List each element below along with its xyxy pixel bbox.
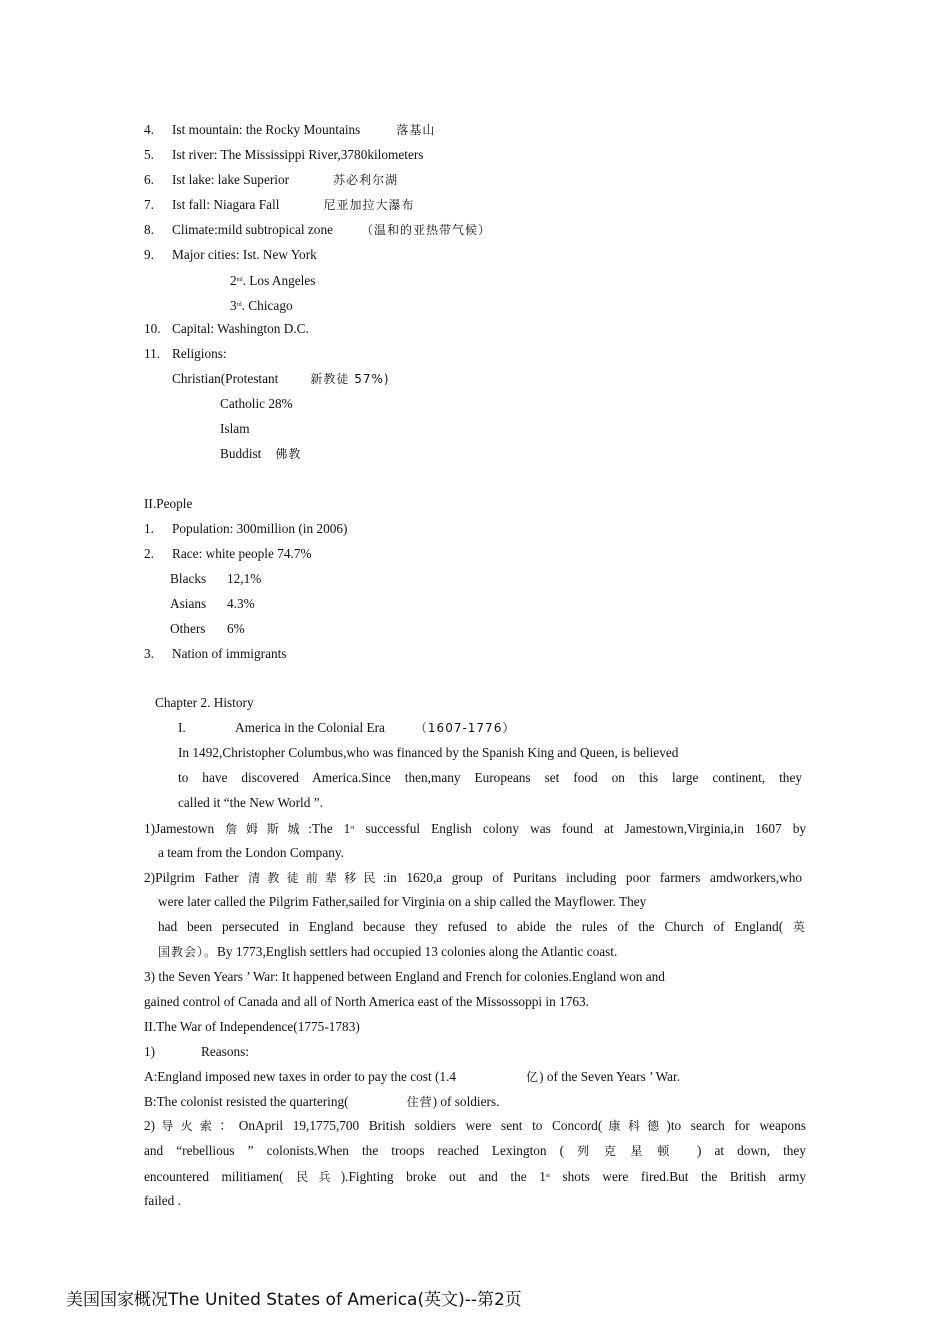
fuse-line-4: failed . bbox=[144, 1193, 181, 1208]
geo-item-7: 7. Ist fall: Niagara Fall 尼亚加拉大瀑布 bbox=[144, 197, 415, 212]
people-item-1: 1. Population: 300million (in 2006) bbox=[144, 521, 348, 536]
geo-item-8: 8. Climate:mild subtropical zone （温和的亚热带气候） bbox=[144, 222, 492, 237]
pilgrim-line-3: had been persecuted in England because they refused to abide the rules of the Church of England( 英 bbox=[158, 919, 806, 934]
geo-item-4: 4. Ist mountain: the Rocky Mountains 落基山 bbox=[144, 122, 436, 137]
city-3: 3rd. Chicago bbox=[230, 298, 293, 313]
reason-b: B:The colonist resisted the quartering( 住营) of soldiers. bbox=[144, 1094, 500, 1109]
jamestown-line-1: 1)Jamestown 詹姆斯城:The 1st successful English colony was found at Jamestown,Virginia,in 1607 by bbox=[144, 821, 806, 836]
religion-protestant: Christian(Protestant 新教徒 57%) bbox=[172, 371, 390, 386]
people-heading: II.People bbox=[144, 496, 193, 511]
seven-years-line-1: 3) the Seven Years ’ War: It happened between England and French for colonies.England won and bbox=[144, 969, 665, 984]
fuse-line-3: encountered militiamen( 民兵).Fighting broke out and the 1st shots were fired.But the British army bbox=[144, 1169, 806, 1184]
fuse-line-2: and “rebellious ” colonists.When the troops reached Lexington ( 列克星顿 ) at down, they bbox=[144, 1143, 806, 1158]
geo-item-5: 5. Ist river: The Mississippi River,3780kilometers bbox=[144, 147, 424, 162]
religion-catholic: Catholic 28% bbox=[220, 396, 293, 411]
chapter-heading: Chapter 2. History bbox=[155, 695, 254, 710]
pilgrim-line-4: 国教会）。By 1773,English settlers had occupied 13 colonies along the Atlantic coast. bbox=[158, 944, 618, 959]
colonial-era-heading: I. America in the Colonial Era （1607-1776） bbox=[178, 720, 516, 735]
pilgrim-line-2: were later called the Pilgrim Father,sailed for Virginia on a ship called the Mayflower. They bbox=[158, 894, 647, 909]
race-others: Others 6% bbox=[170, 621, 245, 636]
people-item-2: 2. Race: white people 74.7% bbox=[144, 546, 312, 561]
geo-item-11: 11. Religions: bbox=[144, 346, 227, 361]
fuse-line-1: 2)导火索：OnApril 19,1775,700 British soldiers were sent to Concord(康科德)to search for weapons bbox=[144, 1118, 806, 1133]
city-2: 2nd. Los Angeles bbox=[230, 273, 316, 288]
columbus-line-2: to have discovered America.Since then,many Europeans set food on this large continent, they bbox=[178, 770, 802, 785]
reason-a: A:England imposed new taxes in order to pay the cost (1.4 亿) of the Seven Years ’ War. bbox=[144, 1069, 681, 1084]
race-asians: Asians 4.3% bbox=[170, 596, 255, 611]
jamestown-line-2: a team from the London Company. bbox=[158, 845, 344, 860]
religion-buddist: Buddist 佛教 bbox=[220, 446, 302, 461]
race-blacks: Blacks 12,1% bbox=[170, 571, 262, 586]
independence-heading: II.The War of Independence(1775-1783) bbox=[144, 1019, 360, 1034]
columbus-line-3: called it “the New World ”. bbox=[178, 795, 323, 810]
geo-item-9: 9. Major cities: Ist. New York bbox=[144, 247, 317, 262]
reasons-heading: 1) Reasons: bbox=[144, 1044, 250, 1059]
geo-item-10: 10. Capital: Washington D.C. bbox=[144, 321, 309, 336]
people-item-3: 3. Nation of immigrants bbox=[144, 646, 287, 661]
religion-islam: Islam bbox=[220, 421, 250, 436]
seven-years-line-2: gained control of Canada and all of North America east of the Missossoppi in 1763. bbox=[144, 994, 589, 1009]
geo-item-6: 6. Ist lake: lake Superior 苏必利尔湖 bbox=[144, 172, 399, 187]
pilgrim-line-1: 2)Pilgrim Father 清教徒前辈移民:in 1620,a group of Puritans including poor farmers amdworkers,who bbox=[144, 870, 802, 885]
columbus-line-1: In 1492,Christopher Columbus,who was financed by the Spanish King and Queen, is believed bbox=[178, 745, 679, 760]
page-footer: 美国国家概况The United States of America(英文)--第2页 bbox=[66, 1290, 522, 1310]
